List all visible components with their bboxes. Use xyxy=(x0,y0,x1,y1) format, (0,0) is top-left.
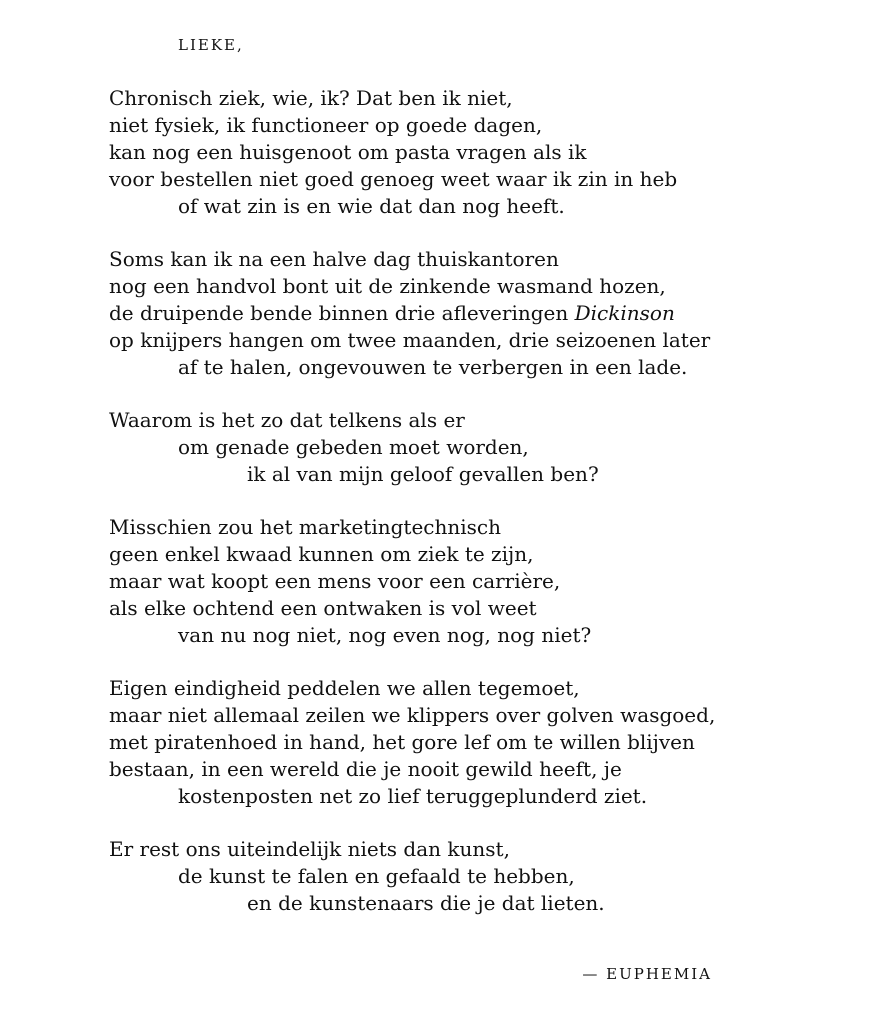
poem-line: bestaan, in een wereld die je nooit gewild heeft, je xyxy=(109,757,622,781)
stanza-2 xyxy=(109,246,829,381)
poem-line: op knijpers hangen om twee maanden, drie seizoenen later xyxy=(109,328,711,352)
salutation: LIEKE, xyxy=(178,36,244,54)
poem-line: Eigen eindigheid peddelen we allen tegemoet, xyxy=(109,676,580,700)
poem-line: Chronisch ziek, wie, ik? Dat ben ik niet, xyxy=(109,86,513,110)
stanza-1 xyxy=(109,85,829,220)
signature: — EUPHEMIA xyxy=(582,965,712,983)
poem-line: niet fysiek, ik functioneer op goede dagen, xyxy=(109,113,543,137)
poem-line: van nu nog niet, nog even nog, nog niet? xyxy=(178,623,592,647)
stanza-3 xyxy=(109,407,829,488)
stanza-6 xyxy=(109,836,829,917)
poem-line: met piratenhoed in hand, het gore lef om te willen blijven xyxy=(109,730,695,754)
poem-line: Er rest ons uiteindelijk niets dan kunst, xyxy=(109,837,510,861)
poem-line: of wat zin is en wie dat dan nog heeft. xyxy=(178,194,565,218)
poem-line: nog een handvol bont uit de zinkende wasmand hozen, xyxy=(109,274,666,298)
poem-line: om genade gebeden moet worden, xyxy=(178,435,529,459)
line-segment: de druipende bende binnen drie afleveringen xyxy=(109,301,575,325)
poem-line xyxy=(109,300,829,327)
poem-line: maar wat koopt een mens voor een carrière, xyxy=(109,569,561,593)
poem-line: de kunst te falen en gefaald te hebben, xyxy=(178,864,575,888)
poem-body xyxy=(109,85,829,943)
poem-line: en de kunstenaars die je dat lieten. xyxy=(247,891,605,915)
stanza-5 xyxy=(109,675,829,810)
poem-line: geen enkel kwaad kunnen om ziek te zijn, xyxy=(109,542,534,566)
poem-line: kostenposten net zo lief teruggeplunderd ziet. xyxy=(178,784,648,808)
poem-line: Waarom is het zo dat telkens als er xyxy=(109,408,465,432)
poem-line: af te halen, ongevouwen te verbergen in een lade. xyxy=(178,355,688,379)
italic-title: Dickinson xyxy=(574,301,675,325)
poem-line: ik al van mijn geloof gevallen ben? xyxy=(247,462,599,486)
poem-line: maar niet allemaal zeilen we klippers over golven wasgoed, xyxy=(109,703,716,727)
poem-line: als elke ochtend een ontwaken is vol weet xyxy=(109,596,537,620)
poem-line: Misschien zou het marketingtechnisch xyxy=(109,515,501,539)
stanza-4 xyxy=(109,514,829,649)
poem-line: kan nog een huisgenoot om pasta vragen als ik xyxy=(109,140,587,164)
poem-line: Soms kan ik na een halve dag thuiskantoren xyxy=(109,247,559,271)
poem-line: voor bestellen niet goed genoeg weet waar ik zin in heb xyxy=(109,167,678,191)
